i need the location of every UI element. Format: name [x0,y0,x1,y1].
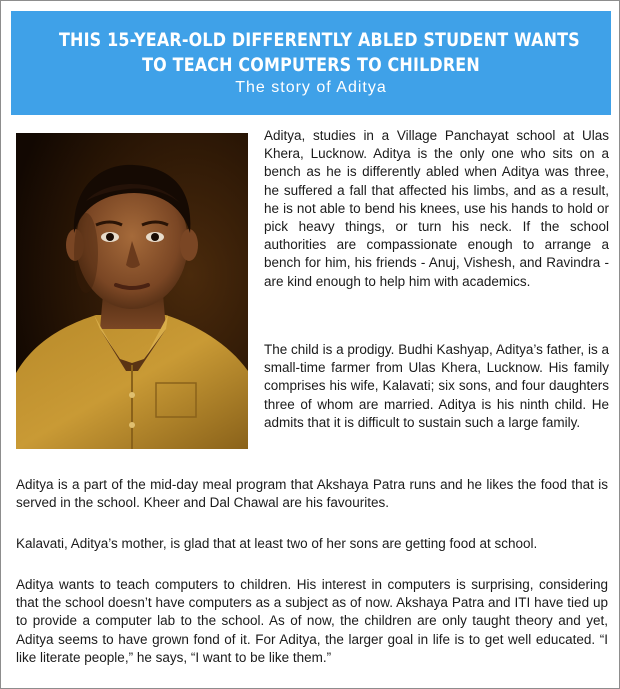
article-paragraph-3: Aditya is a part of the mid-day meal program that Akshaya Patra runs and he likes the food that is served in the school. Kheer and Dal Chawal are his favourites. [16,477,608,511]
title-line-2: TO TEACH COMPUTERS TO CHILDREN [142,54,480,76]
page-title [59,28,580,78]
subtitle: The story of Aditya [235,79,387,96]
boy-portrait-photo [16,133,248,449]
article-paragraph-2: The child is a prodigy. Budhi Kashyap, Aditya’s father, is a small-time farmer from Ulas Khera, Lucknow. His family comprises his wife, Kalavati; six sons, and four daughters three of whom are married. Aditya is his ninth child. He admits that it is difficult to sustain such a large family. [264,342,609,430]
header-banner [11,11,611,115]
article-paragraph-1: Aditya, studies in a Village Panchayat school at Ulas Khera, Lucknow. Aditya is the only one who sits on a bench as he is differently abled when Aditya was three, he suffered a fall that affected his limbs, and as a result, he is not able to bend his knees, use his hands to hold or pick heavy things, or turn his neck. If the school authorities are compassionate enough to arrange a bench for him, his friends - Anuj, Vishesh, and Ravindra - are kind enough to help him with academics. [264,128,609,289]
article-paragraph-4: Kalavati, Aditya’s mother, is glad that at least two of her sons are getting food at school. [16,536,538,551]
article-paragraph-5: Aditya wants to teach computers to children. His interest in computers is surprising, considering that the school doesn’t have computers as a subject as of now. Akshaya Patra and ITI have tied up to provide a computer lab to the school. As of now, the children are only taught theory and yet, Aditya seems to have grown fond of it. For Aditya, the larger goal in life is to get well educated. “I like literate people,” he says, “I want to be like them.” [16,577,608,665]
title-line-1: THIS 15-YEAR-OLD DIFFERENTLY ABLED STUDENT WANTS [59,29,580,51]
portrait-illustration [16,133,248,449]
